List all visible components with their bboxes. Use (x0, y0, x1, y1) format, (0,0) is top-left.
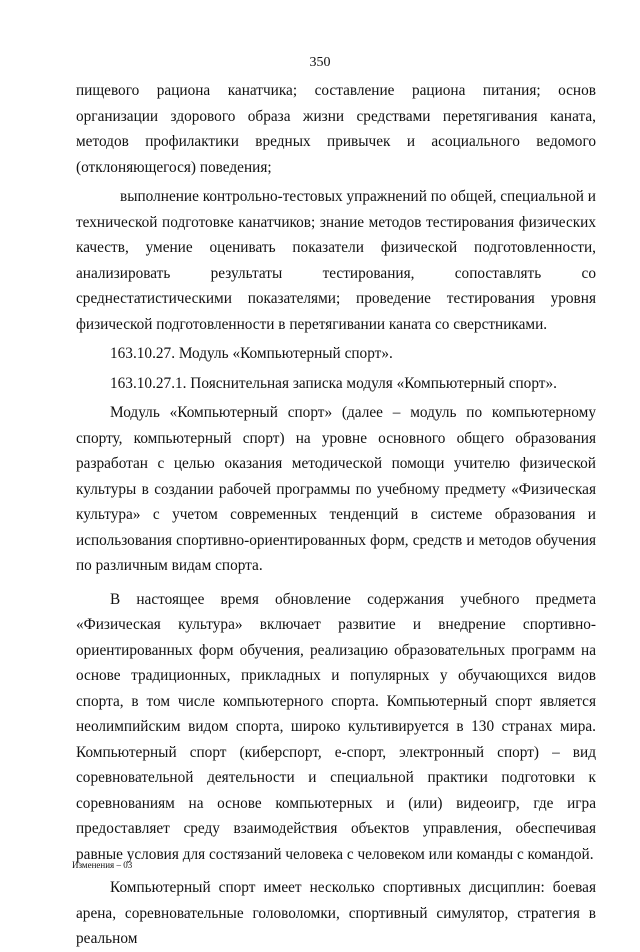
body-text (76, 78, 596, 952)
paragraph-3: Модуль «Компьютерный спорт» (далее – модуль по компьютерному спорту, компьютерный спорт) на уровне основного общего образования разработан с целью оказания методической помощи учителю физической культуры в создании рабочей программы по учебному предмету «Физическая культура» с учетом современных тенденций в системе образования и использования спортивно-ориентированных форм, средств и методов обучения по различным видам спорта. (76, 404, 596, 574)
paragraph-explanatory-note-heading: 163.10.27.1. Пояснительная записка модуля «Компьютерный спорт». (110, 374, 557, 392)
paragraph-module-heading: 163.10.27. Модуль «Компьютерный спорт». (110, 345, 393, 362)
paragraph-4: В настоящее время обновление содержания учебного предмета «Физическая культура» включает развитие и внедрение спортивно-ориентированных форм обучения, реализацию образовательных программ на основе традиционных, прикладных и популярных у обучающихся видов спорта, в том числе компьютерного спорта. Компьютерный спорт является неолимпийским видом спорта, широко культивируется в 130 странах мира. Компьютерный спорт (киберспорт, е-спорт, электронный спорт) – вид соревновательной деятельности и специальной практики подготовки к соревнованиям на основе компьютерных и (или) видеоигр, где игра предоставляет среду взаимодействия объектов управления, обеспечивая равные условия для состязаний человека с человеком или команды с командой. (76, 590, 596, 863)
paragraph-5: Компьютерный спорт имеет несколько спортивных дисциплин: боевая арена, соревновательные головоломки, спортивный симулятор, стратегия в реальном (76, 879, 596, 947)
page-number: 350 (309, 55, 331, 70)
footer-revision-note: Изменения – 03 (72, 860, 133, 870)
paragraph-1: пищевого рациона канатчика; составление рациона питания; основ организации здорового образа жизни средствами перетягивания каната, методов профилактики вредных привычек и асоциального ведомого (отклоняющегося) поведения; (76, 82, 596, 176)
paragraph-2: выполнение контрольно-тестовых упражнений по общей, специальной и технической подготовке канатчиков; знание методов тестирования физических качеств, умение оценивать показатели физической подготовленности, анализировать результаты тестирования, сопоставлять со среднестатистическими показателями; проведение тестирования уровня физической подготовленности в перетягивании каната со сверстниками. (76, 188, 596, 333)
